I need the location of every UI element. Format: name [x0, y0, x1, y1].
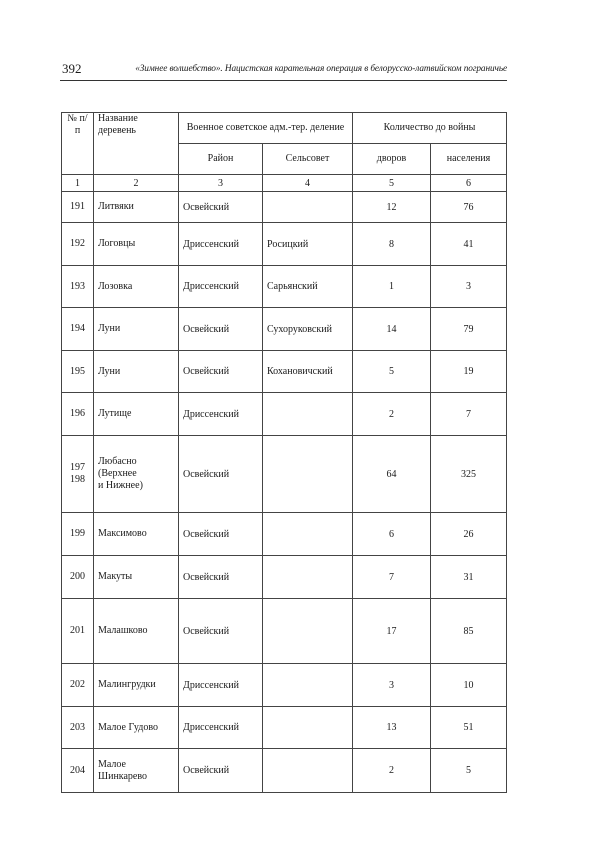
- table-row: [62, 707, 507, 749]
- cell-population: 26: [431, 513, 507, 556]
- village-name-line: Любасно: [98, 456, 137, 467]
- header-rule: [60, 80, 507, 81]
- cell-district: Дриссенский: [179, 707, 263, 749]
- village-name-line: Луни: [98, 323, 121, 334]
- cell-number: [62, 664, 94, 707]
- cell-population: 7: [431, 393, 507, 436]
- column-index: 6: [431, 175, 507, 192]
- row-number: 192: [70, 238, 85, 249]
- row-number: 203: [70, 721, 85, 733]
- cell-council: [263, 599, 353, 664]
- cell-households: 8: [353, 223, 431, 266]
- table-row: [62, 223, 507, 266]
- cell-number: [62, 556, 94, 599]
- cell-council: Кохановичский: [263, 351, 353, 393]
- cell-village-name: [94, 599, 179, 664]
- cell-district: Освейский: [179, 436, 263, 513]
- row-number: 201: [70, 625, 85, 636]
- cell-district: Освейский: [179, 749, 263, 793]
- cell-village-name: [94, 556, 179, 599]
- cell-population: 5: [431, 749, 507, 793]
- cell-council: [263, 513, 353, 556]
- cell-population: 3: [431, 266, 507, 308]
- table-row: [62, 393, 507, 436]
- cell-households: 2: [353, 749, 431, 793]
- row-number: 195: [70, 365, 85, 377]
- cell-number: [62, 707, 94, 749]
- cell-district: Дриссенский: [179, 223, 263, 266]
- column-index: 3: [179, 175, 263, 192]
- cell-village-name: [94, 308, 179, 351]
- cell-number: [62, 351, 94, 393]
- row-number: 196: [70, 408, 85, 419]
- column-index: 5: [353, 175, 431, 192]
- table-row: [62, 308, 507, 351]
- cell-number: [62, 513, 94, 556]
- cell-households: 17: [353, 599, 431, 664]
- table-row: [62, 192, 507, 223]
- cell-households: 12: [353, 192, 431, 223]
- column-index-row: [62, 175, 507, 192]
- village-name-line: Шинкарево: [98, 770, 148, 782]
- cell-council: [263, 707, 353, 749]
- village-name-line: Малингрудки: [98, 679, 156, 690]
- cell-number: [62, 192, 94, 223]
- cell-households: 64: [353, 436, 431, 513]
- header-num: № п/п: [62, 113, 94, 175]
- row-number: 204: [70, 764, 85, 776]
- cell-population: 51: [431, 707, 507, 749]
- cell-households: 7: [353, 556, 431, 599]
- row-number: 199: [70, 528, 85, 539]
- header-council: Сельсовет: [263, 144, 353, 175]
- cell-population: 10: [431, 664, 507, 707]
- cell-households: 2: [353, 393, 431, 436]
- table-row: [62, 436, 507, 513]
- column-index: 4: [263, 175, 353, 192]
- cell-village-name: [94, 436, 179, 513]
- village-name-line: Лутище: [98, 408, 132, 419]
- village-name-line: Макуты: [98, 571, 133, 582]
- village-name-line: и Нижнее): [98, 480, 143, 491]
- cell-village-name: [94, 749, 179, 793]
- villages-table: [61, 112, 507, 793]
- cell-households: 5: [353, 351, 431, 393]
- cell-village-name: [94, 223, 179, 266]
- cell-council: [263, 192, 353, 223]
- row-number: 191: [70, 201, 85, 212]
- cell-council: [263, 556, 353, 599]
- column-index: 1: [62, 175, 94, 192]
- table-body: [62, 192, 507, 793]
- table-row: [62, 351, 507, 393]
- table-row: [62, 599, 507, 664]
- header-district: Район: [179, 144, 263, 175]
- table-row: [62, 664, 507, 707]
- cell-number: [62, 436, 94, 513]
- cell-district: Освейский: [179, 599, 263, 664]
- running-title: «Зимнее волшебство». Нацистская карательная операция в белорусско-латвийском пограничье: [135, 64, 507, 74]
- cell-population: 76: [431, 192, 507, 223]
- cell-population: 41: [431, 223, 507, 266]
- header-name: Название деревень: [94, 113, 179, 175]
- cell-population: 31: [431, 556, 507, 599]
- header-population: населения: [431, 144, 507, 175]
- village-name-line: Малое Гудово: [98, 721, 158, 733]
- cell-district: Дриссенский: [179, 266, 263, 308]
- cell-village-name: [94, 266, 179, 308]
- header-households: дворов: [353, 144, 431, 175]
- table-row: [62, 513, 507, 556]
- cell-council: Сарьянский: [263, 266, 353, 308]
- cell-households: 6: [353, 513, 431, 556]
- header-prewar-count: Количество до войны: [353, 113, 507, 144]
- cell-households: 14: [353, 308, 431, 351]
- cell-council: Росицкий: [263, 223, 353, 266]
- header-admin-division: Военное советское адм.-тер. деление: [179, 113, 353, 144]
- row-number: 194: [70, 323, 85, 334]
- cell-population: 19: [431, 351, 507, 393]
- cell-district: Освейский: [179, 556, 263, 599]
- village-name-line: Лозовка: [98, 280, 133, 292]
- cell-number: [62, 749, 94, 793]
- cell-district: Дриссенский: [179, 664, 263, 707]
- cell-households: 1: [353, 266, 431, 308]
- cell-district: Освейский: [179, 308, 263, 351]
- table-row: [62, 749, 507, 793]
- cell-council: Сухоруковский: [263, 308, 353, 351]
- village-name-line: Луни: [98, 365, 121, 377]
- cell-number: [62, 223, 94, 266]
- cell-district: Освейский: [179, 351, 263, 393]
- row-number: 193: [70, 280, 85, 292]
- cell-district: Дриссенский: [179, 393, 263, 436]
- table-row: [62, 266, 507, 308]
- cell-district: Освейский: [179, 513, 263, 556]
- cell-council: [263, 749, 353, 793]
- page-number: 392: [62, 61, 82, 76]
- cell-number: [62, 599, 94, 664]
- village-name-line: (Верхнее: [98, 468, 137, 479]
- cell-village-name: [94, 707, 179, 749]
- row-number: 200: [70, 571, 85, 582]
- row-number: 198: [70, 474, 85, 485]
- cell-number: [62, 266, 94, 308]
- village-name-line: Малашково: [98, 625, 148, 636]
- cell-village-name: [94, 513, 179, 556]
- village-name-line: Малое: [98, 758, 126, 770]
- cell-number: [62, 308, 94, 351]
- village-name-line: Литвяки: [98, 201, 134, 212]
- header-row-top: [62, 113, 507, 144]
- cell-number: [62, 393, 94, 436]
- cell-households: 3: [353, 664, 431, 707]
- column-index: 2: [94, 175, 179, 192]
- village-name-line: Максимово: [98, 528, 147, 539]
- cell-council: [263, 393, 353, 436]
- row-number: 197: [70, 462, 85, 473]
- cell-district: Освейский: [179, 192, 263, 223]
- row-number: 202: [70, 679, 85, 690]
- cell-village-name: [94, 664, 179, 707]
- village-name-line: Логовцы: [98, 238, 136, 249]
- cell-council: [263, 436, 353, 513]
- cell-village-name: [94, 351, 179, 393]
- page-header: [60, 60, 507, 80]
- cell-village-name: [94, 393, 179, 436]
- cell-households: 13: [353, 707, 431, 749]
- cell-population: 325: [431, 436, 507, 513]
- table-row: [62, 556, 507, 599]
- cell-population: 85: [431, 599, 507, 664]
- cell-council: [263, 664, 353, 707]
- cell-population: 79: [431, 308, 507, 351]
- cell-village-name: [94, 192, 179, 223]
